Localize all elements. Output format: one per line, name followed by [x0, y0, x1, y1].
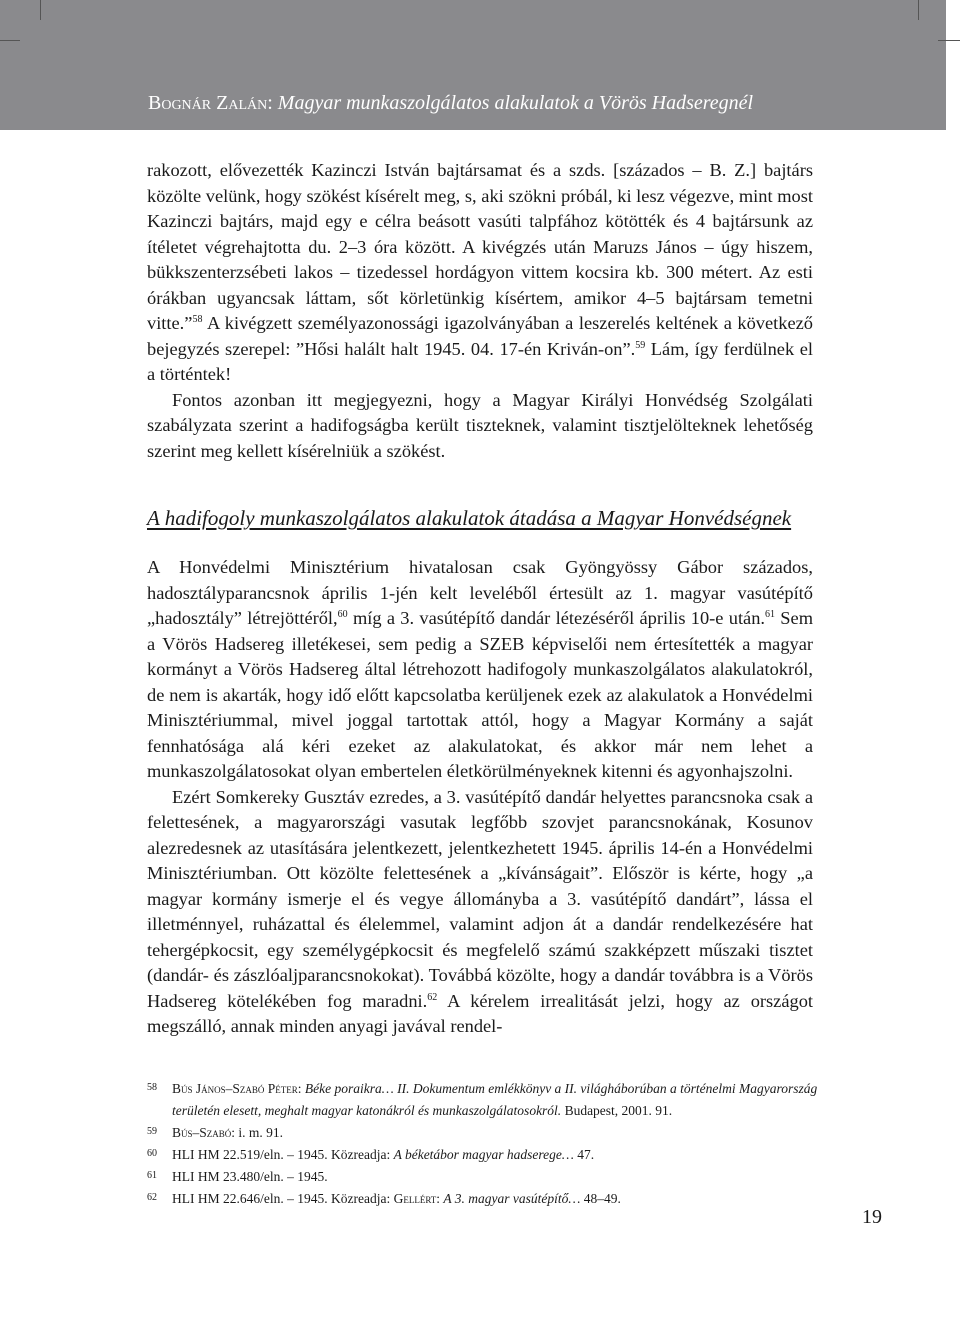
crop-mark-top-left	[40, 0, 41, 20]
footnote-ref-60[interactable]: 60	[337, 608, 348, 620]
footnote-58: 58 Bús János–Szabó Péter: Béke poraikra… II. Dokumentum emlékkönyv a II. világháborúban a történelmi Magyarország területén elesett, meghalt magyar katonákról és munkaszolgálatosokról. Budapest, 2001. 91.	[147, 1078, 847, 1122]
footnote-number: 60	[147, 1148, 157, 1159]
footnotes	[147, 1078, 847, 1210]
footnote-ref-59[interactable]: 59	[635, 339, 646, 351]
footnote-ref-61[interactable]: 61	[765, 608, 776, 620]
crop-mark-top-right	[918, 0, 919, 20]
intro-paragraph: rakozott, elővezették Kazinczi István bajtársamat és a szds. [százados – B. Z.] bajtárs közölte velünk, hogy szökést kísérelt meg, s, aki szökni próbál, ki lesz végezve, mint most Kazinczi bajtárs, majd egy e célra beásott vasúti talpfához kötötték és 4 bajtársunk az ítéletet végrehajtotta du. 2–3 óra között. A kivégzés után Maruzs János – úgy hiszem, bükkszenterzsébeti lakos – tizedessel hordágyon vittem kocsira kb. 300 métert. Az esti órákban ugyancsak láttam, sőt körletünkig kísértem, amikor 4–5 bajtársam temetni vitte.”$^{58}$ A kivégzett személyazonossági igazolványában a leszerelés keltének a következő bejegyzés szerepel: ”Hősi halált halt 1945. 04. 17-én Kriván-on”.$^{59}$ Lám, így ferdülnek el a történtek!	[147, 160, 813, 384]
header-title: Magyar munkaszolgálatos alakulatok a Vörös Hadseregnél	[277, 92, 754, 114]
body-text-lower	[147, 555, 813, 1040]
footnote-number: 61	[147, 1170, 157, 1181]
crop-mark-left	[0, 40, 20, 41]
crop-mark-right	[938, 40, 960, 41]
header-band	[0, 0, 946, 130]
footnote-number: 62	[147, 1192, 157, 1203]
footnote-62: 62 HLI HM 22.646/eln. – 1945. Közreadja: Gellért: A 3. magyar vasútépítő… 48–49.	[147, 1188, 847, 1210]
footnote-ref-62[interactable]: 62	[427, 991, 438, 1003]
footnote-60: 60 HLI HM 22.519/eln. – 1945. Közreadja: A béketábor magyar hadserege… 47.	[147, 1144, 847, 1166]
footnote-number: 58	[147, 1082, 157, 1093]
body-text-upper	[147, 158, 813, 464]
paragraph-2: Fontos azonban itt megjegyezni, hogy a Magyar Királyi Honvédség Szolgálati szabályzata szerint a hadifogságba került tiszteknek, valamint tisztjelölteknek lehetőség szerint meg kellett kísérelniük a szökést.	[147, 389, 813, 461]
footnote-number: 59	[147, 1126, 157, 1137]
footnote-59: 59 Bús–Szabó: i. m. 91.	[147, 1122, 847, 1144]
footnote-ref-58[interactable]: 58	[192, 313, 203, 325]
header-author: Bognár Zalán:	[148, 92, 273, 114]
footnote-61: 61 HLI HM 23.480/eln. – 1945.	[147, 1166, 847, 1188]
paragraph-3: A Honvédelmi Minisztérium hivatalosan csak Gyöngyössy Gábor százados, hadosztályparancsnok április 1-jén kelt leveléből értesült az 1. magyar vasútépítő „hadosztály” létrejöttéről,$^{60}$ míg a 3. vasútépítő dandár létezéséről április 10-e után.$^{61}$ Sem a Vörös Hadsereg illetékesei, sem pedig a SZEB képviselői nem értesítették a magyar kormányt a Vörös Hadsereg által létrehozott hadifogoly munkaszolgálatos alakulatokról, de nem is akarták, hogy idő előtt kapcsolatba kerüljenek ezek az alakulatok a Honvédelmi Minisztériummal, mivel joggal tartottak attól, hogy a Magyar Kormány a saját fennhatósága alá kéri ezeket az alakulatokat, és akkor már nem lehet a munkaszolgálatosokat olyan embertelen életkörülményeknek kitenni és agyonhajszolni.	[147, 557, 814, 781]
running-header	[148, 92, 753, 115]
paragraph-4: Ezért Somkereky Gusztáv ezredes, a 3. vasútépítő dandár helyettes parancsnoka csak a felettesének, a magyarországi vasutak legfőbb szovjet parancsnokának, Kosunov alezredesnek az utasítására jelentkezett, jelentkezhetett 1945. április 14-én a Honvédelmi Minisztériumban. Ott közölte felettesének a „kívánságait”. Először is kérte, hogy „a magyar kormány ismerje el és vegye állományba a 3. vasútépítő dandárt”, lássa el illetménnyel, ruházattal és élelemmel, valamint adjon át a dandár rendelkezésére hat tehergépkocsit, egy személygépkocsit és megfelelő számú szakképzett műszaki tisztet (dandár- és zászlóaljparancsnokokat). Továbbá közölte, hogy a dandár továbbra is a Vörös Hadsereg kötelékében fog maradni.$^{62}$ A kérelem irrealitását jelzi, hogy az országot megszálló, annak minden anyagi javával rendel-	[147, 786, 814, 1036]
section-title: A hadifogoly munkaszolgálatos alakulatok átadása a Magyar Honvédségnek	[147, 506, 792, 530]
page-number: 19	[862, 1206, 882, 1228]
